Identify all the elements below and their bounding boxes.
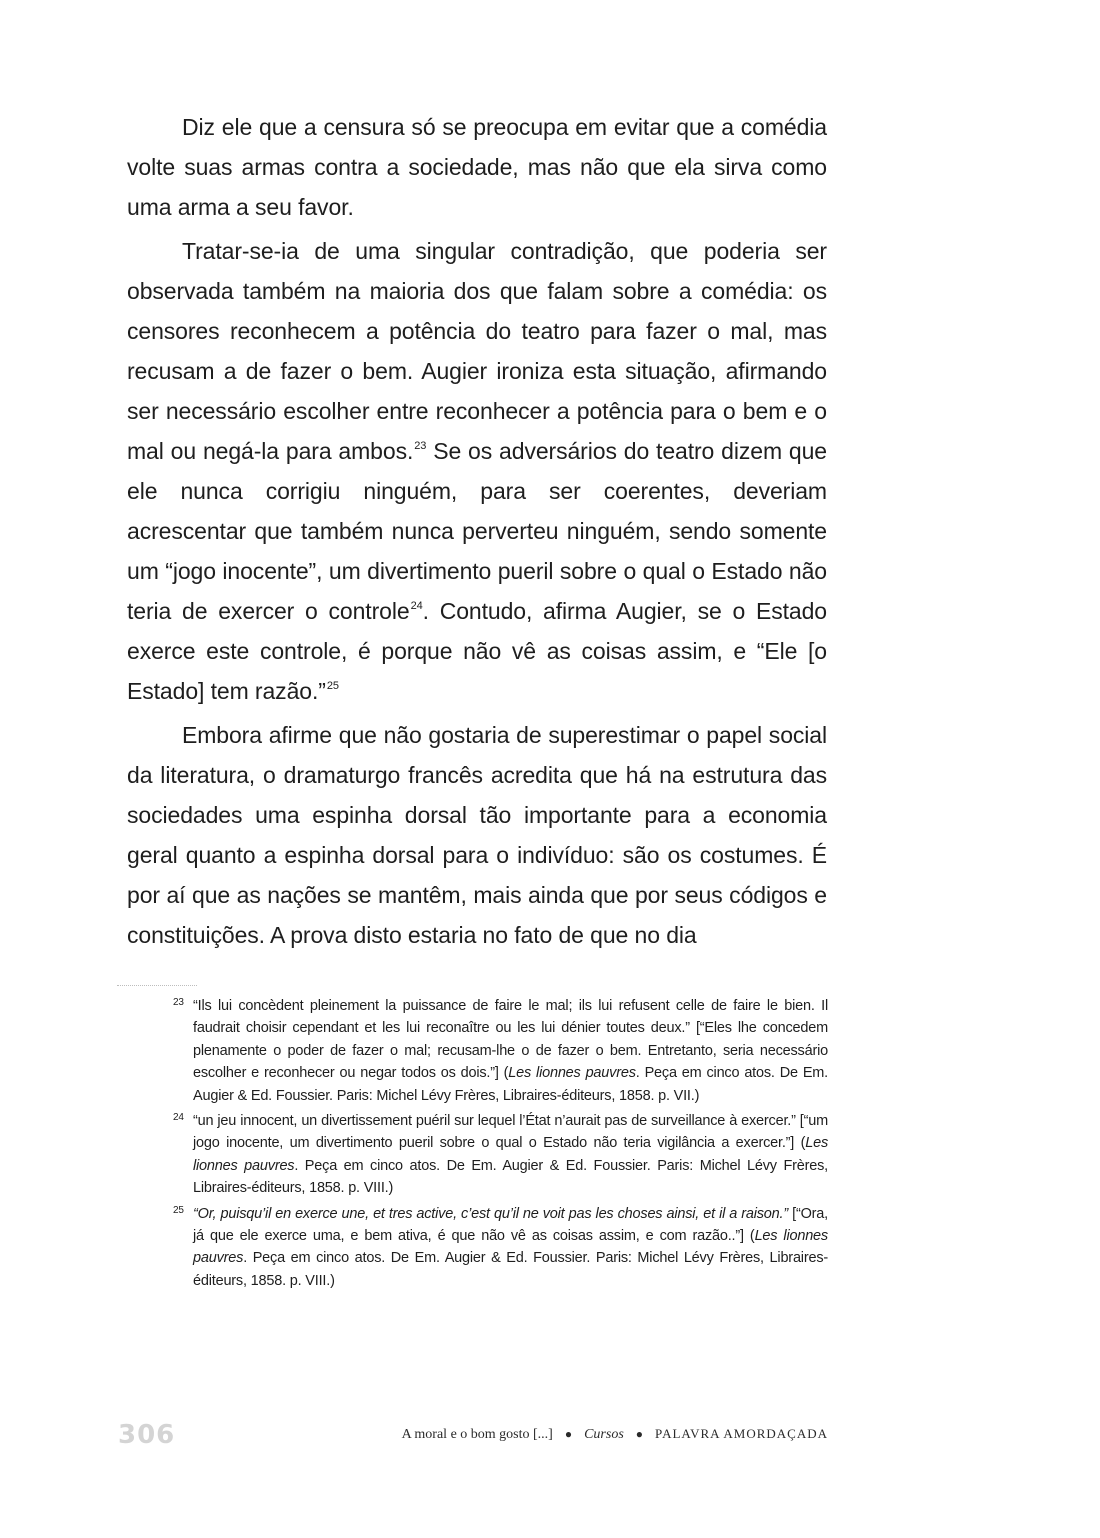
footnote-citation: . Peça em cinco atos. De Em. Augier & Ed. Foussier. Paris: Michel Lévy Frères, Libraires-éditeurs, 1858. p. VII.) — [193, 1065, 829, 1104]
paragraph-3 — [127, 715, 827, 955]
main-text — [127, 107, 827, 959]
paragraph-2-text-c: . Contudo, afirma Augier, se o Estado exerce este controle, é porque não vê as coisas assim, e “Ele [o Estado] tem razão.” — [127, 598, 827, 704]
bullet-separator: ● — [564, 1427, 573, 1441]
footnote-quote: “Or, puisqu’il en exerce une, et tres active, c’est qu’il ne voit pas les choses ainsi, et il a raison.” — [193, 1205, 788, 1222]
footnote-ref-25[interactable]: 25 — [326, 680, 339, 692]
footnote-24: 24 “un jeu innocent, un divertissement puéril sur lequel l’État n’aurait pas de surveillance à exercer.” [“um jogo inocente, um divertimento pueril sobre o qual o Estado não teria vigilância a exercer.”] (Les lionnes pauvres. Peça em cinco atos. De Em. Augier & Ed. Foussier. Paris: Michel Lévy Frères, Libraires-éditeurs, 1858. p. VIII.) — [173, 1112, 828, 1197]
footnote-ref-23[interactable]: 23 — [414, 440, 427, 452]
footnote-divider — [117, 985, 197, 986]
footnote-text: [“Ora, já que ele exerce uma, e bem ativa, é que não vê as coisas assim, e com razão..”] ( — [193, 1205, 828, 1245]
paragraph-1 — [127, 107, 827, 227]
series-name: Cursos — [584, 1427, 624, 1442]
footnote-ref-24[interactable]: 24 — [410, 600, 423, 612]
footnote-citation: . Peça em cinco atos. De Em. Augier & Ed. Foussier. Paris: Michel Lévy Frères, Libraires-éditeurs, 1858. p. VIII.) — [193, 1250, 828, 1289]
paragraph-2-text-b: Se os adversários do teatro dizem que ele nunca corrigiu ninguém, para ser coerentes, deveriam acrescentar que também nunca perverteu ninguém, sendo somente um “jogo inocente”, um divertimento pueril sobre o qual o Estado não teria de exercer o controle — [127, 438, 827, 624]
footnote-23: 23 “Ils lui concèdent pleinement la puissance de faire le mal; ils lui refusent celle de faire le bien. Il faudrait choisir cependant et les lui reconaître ou les lui dénier toutes deux.” [“Eles lhe concedem plenamente o poder de fazer o mal; recusam-lhe o de fazer o bem. Entretanto, seria necessário escolher e reconhecer ou negar todos os dois.”] (Les lionnes pauvres. Peça em cinco atos. De Em. Augier & Ed. Foussier. Paris: Michel Lévy Frères, Libraires-éditeurs, 1858. p. VII.) — [173, 997, 829, 1104]
footnotes — [173, 995, 828, 1295]
footnote-book-title: Les lionnes pauvres — [193, 1135, 828, 1174]
footnote-text: “un jeu innocent, un divertissement puéril sur lequel l’État n’aurait pas de surveillance à exercer.” [“um jogo inocente, um divertimento pueril sobre o qual o Estado não teria vigilância a exercer.”] ( — [193, 1113, 828, 1152]
collection-name: PALAVRA AMORDAÇADA — [655, 1426, 828, 1441]
page-number: 306 — [118, 1420, 176, 1450]
footnote-book-title: Les lionnes pauvres — [193, 1228, 828, 1267]
running-title: A moral e o bom gosto [...] — [401, 1427, 553, 1442]
paragraph-2-text-a: Tratar-se-ia de uma singular contradição, que poderia ser observada também na maioria dos que falam sobre a comédia: os censores reconhecem a potência do teatro para fazer o mal, mas recusam a de fazer o bem. Augier ironiza esta situação, afirmando ser necessário escolher entre reconhecer a potência para o bem e o mal ou negá-la para ambos. — [127, 238, 827, 464]
bullet-separator: ● — [635, 1427, 644, 1441]
footnote-citation: . Peça em cinco atos. De Em. Augier & Ed. Foussier. Paris: Michel Lévy Frères, Libraires-éditeurs, 1858. p. VIII.) — [193, 1157, 828, 1197]
footnote-25: 25 “Or, puisqu’il en exerce une, et tres active, c’est qu’il ne voit pas les choses ainsi, et il a raison.” [“Ora, já que ele exerce uma, e bem ativa, é que não vê as coisas assim, e com razão..”] (Les lionnes pauvres. Peça em cinco atos. De Em. Augier & Ed. Foussier. Paris: Michel Lévy Frères, Libraires-éditeurs, 1858. p. VIII.) — [173, 1204, 828, 1289]
page-footer — [118, 1418, 828, 1452]
paragraph-1-text: Diz ele que a censura só se preocupa em evitar que a comédia volte suas armas contra a sociedade, mas não que ela sirva como uma arma a seu favor. — [127, 114, 827, 220]
paragraph-3-text: Embora afirme que não gostaria de superestimar o papel social da literatura, o dramaturgo francês acredita que há na estrutura das sociedades uma espinha dorsal tão importante para a economia geral quanto a espinha dorsal para o indivíduo: são os costumes. É por aí que as nações se mantêm, mais ainda que por seus códigos e constituições. A prova disto estaria no fato de que no dia — [127, 722, 827, 948]
paragraph-2 — [127, 231, 827, 711]
footnote-book-title: Les lionnes pauvres — [508, 1065, 636, 1082]
running-footer — [402, 1426, 828, 1443]
footnote-text: “Ils lui concèdent pleinement la puissance de faire le mal; ils lui refusent celle de faire le bien. Il faudrait choisir cependant et les lui reconaître ou les lui dénier toutes deux.” [“Eles lhe concedem plenamente o poder de fazer o mal; recusam-lhe o de fazer o bem. Entretanto, seria necessário escolher e reconhecer ou negar todos os dois.”] ( — [193, 998, 828, 1082]
